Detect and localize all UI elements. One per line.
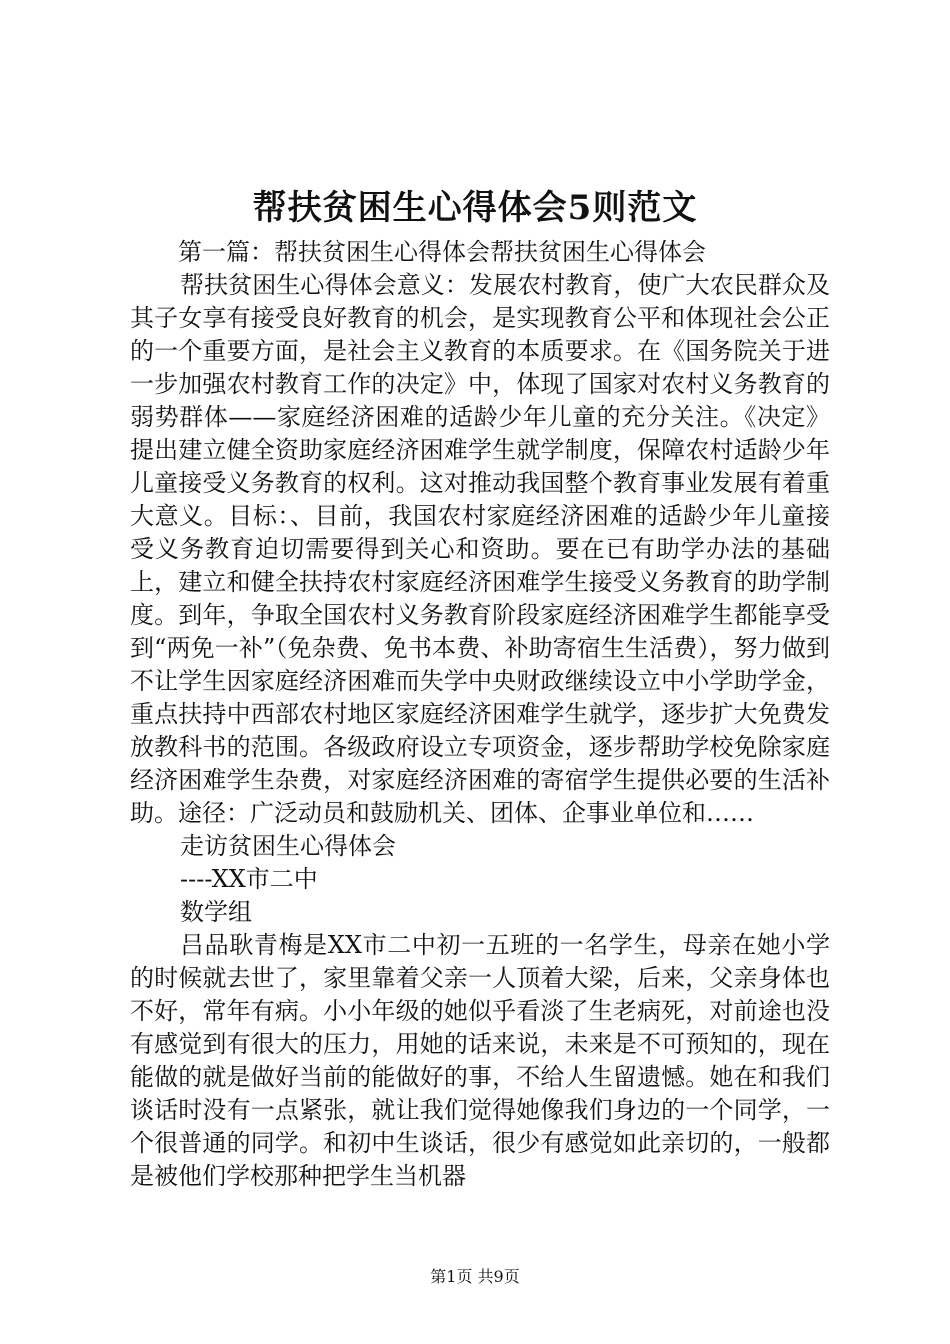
paragraph-visit-heading: 走访贫困生心得体会 — [180, 832, 396, 860]
paragraph-school: ----XX市二中 — [180, 865, 318, 893]
paragraph-group: 数学组 — [180, 898, 252, 926]
paragraph-section-heading: 第一篇：帮扶贫困生心得体会帮扶贫困生心得体会 — [178, 238, 706, 266]
paragraph-significance: 帮扶贫困生心得体会意义：发展农村教育，使广大农民群众及其子女享有接受良好教育的机会，是实现教育公平和体现社会公正的一个重要方面，是社会主义教育的本质要求。在《国务院关于进一步加强农村教育工作的决定》中，体现了国家对农村义务教育的弱势群体——家庭经济困难的适龄少年儿童的充分关注。《决定》提出建立健全资助家庭经济困难学生就学制度，保障农村适龄少年儿童接受义务教育的权利。这对推动我国整个教育事业发展有着重大意义。目标：、目前，我国农村家庭经济困难的适龄少年儿童接受义务教育迫切需要得到关心和资助。要在已有助学办法的基础上，建立和健全扶持农村家庭经济困难学生接受义务教育的助学制度。到年，争取全国农村义务教育阶段家庭经济困难学生都能享受到“两免一补”（免杂费、免书本费、补助寄宿生生活费），努力做到不让学生因家庭经济困难而失学中央财政继续设立中小学助学金，重点扶持中西部农村地区家庭经济困难学生就学，逐步扩大免费发放教科书的范围。各级政府设立专项资金，逐步帮助学校免除家庭经济困难学生杂费，对家庭经济困难的寄宿学生提供必要的生活补助。途径：广泛动员和鼓励机关、团体、企事业单位和…… — [130, 271, 830, 827]
document-title: 帮扶贫困生心得体会5则范文 — [252, 188, 698, 228]
paragraph-student-story: 吕品耿青梅是XX市二中初一五班的一名学生，母亲在她小学的时候就去世了，家里靠着父亲一人顶着大梁，后来，父亲身体也不好，常年有病。小小年级的她似乎看淡了生老病死，对前途也没有感觉到有很大的压力，用她的话来说，未来是不可预知的，现在能做的就是做好当前的能做好的事，不给人生留遗憾。她在和我们谈话时没有一点紧张，就让我们觉得她像我们身边的一个同学，一个很普通的同学。和初中生谈话，很少有感觉如此亲切的，一般都是被他们学校那种把学生当机器 — [130, 931, 830, 1190]
document-body — [130, 236, 830, 1193]
page-number-footer: 第1页 共9页 — [430, 1267, 520, 1286]
